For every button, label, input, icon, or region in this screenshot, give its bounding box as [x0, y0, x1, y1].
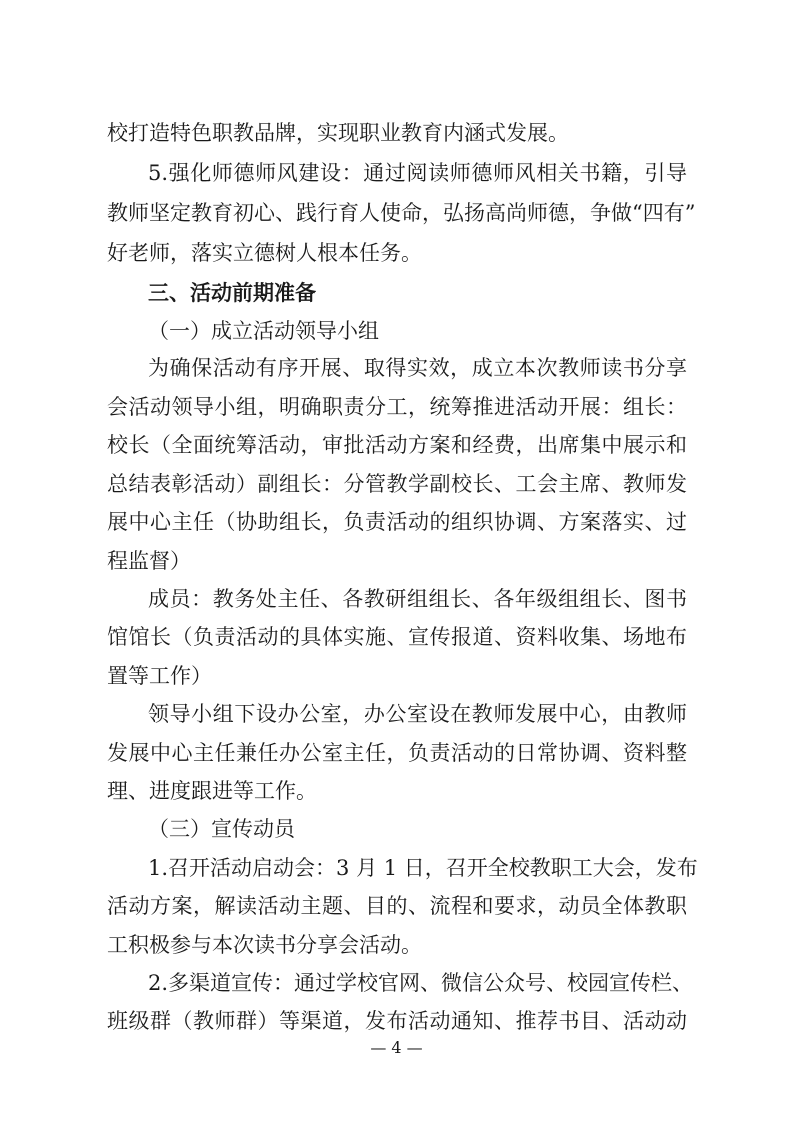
- page-number: — 4 —: [370, 1038, 423, 1057]
- paragraph-line: 展中心主任（协助组长，负责活动的组织协调、方案落实、过: [107, 510, 687, 534]
- paragraph-line: 5.强化师德师风建设：通过阅读师德师风相关书籍，引导: [148, 161, 687, 185]
- subsection-heading: （一）成立活动领导小组: [148, 319, 379, 343]
- paragraph-line: 为确保活动有序开展、取得实效，成立本次教师读书分享: [148, 356, 687, 380]
- paragraph-line: 领导小组下设办公室，办公室设在教师发展中心，由教师: [148, 702, 687, 726]
- paragraph-line: 1.召开活动启动会：3 月 1 日，召开全校教职工大会，发布: [148, 856, 698, 880]
- paragraph-line: 校打造特色职教品牌，实现职业教育内涵式发展。: [107, 121, 569, 145]
- paragraph-line: 活动方案，解读活动主题、目的、流程和要求，动员全体教职: [107, 894, 687, 918]
- paragraph-line: 工积极参与本次读书分享会活动。: [107, 933, 422, 957]
- paragraph-line: 理、进度跟进等工作。: [107, 779, 317, 803]
- paragraph-line: 校长（全面统筹活动，审批活动方案和经费，出席集中展示和: [107, 433, 687, 457]
- paragraph-line: 程监督）: [107, 549, 191, 573]
- paragraph-line: 发展中心主任兼任办公室主任，负责活动的日常协调、资料整: [107, 741, 687, 765]
- paragraph-line: 置等工作）: [107, 664, 212, 688]
- section-heading: 三、活动前期准备: [148, 281, 316, 305]
- paragraph-line: 会活动领导小组，明确职责分工，统筹推进活动开展：组长：: [107, 395, 687, 419]
- paragraph-line: 2.多渠道宣传：通过学校官网、微信公众号、校园宣传栏、: [148, 971, 694, 995]
- paragraph-line: 馆馆长（负责活动的具体实施、宣传报道、资料收集、场地布: [107, 625, 687, 649]
- subsection-heading: （三）宣传动员: [148, 817, 295, 841]
- paragraph-line: 班级群（教师群）等渠道，发布活动通知、推荐书目、活动动: [107, 1009, 687, 1033]
- paragraph-line: 教师坚定教育初心、践行育人使命，弘扬高尚师德，争做“四有”: [107, 201, 696, 225]
- paragraph-line: 好老师，落实立德树人根本任务。: [107, 241, 422, 265]
- paragraph-line: 总结表彰活动）副组长：分管教学副校长、工会主席、教师发: [107, 472, 687, 496]
- paragraph-line: 成员：教务处主任、各教研组组长、各年级组组长、图书: [148, 587, 687, 611]
